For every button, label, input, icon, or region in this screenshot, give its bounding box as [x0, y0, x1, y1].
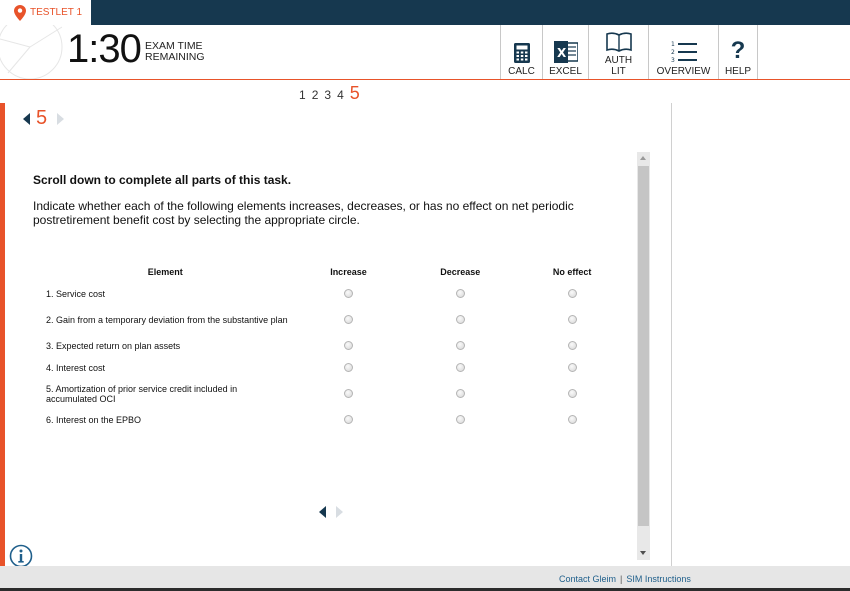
radio-no-effect[interactable] [568, 289, 577, 298]
page-current[interactable]: 5 [349, 83, 360, 103]
header-increase: Increase [330, 267, 367, 277]
top-bar [0, 0, 850, 25]
question-navigator [23, 107, 64, 130]
row-label: 2. Gain from a temporary deviation from the substantive plan [46, 315, 288, 325]
header-element: Element [147, 267, 183, 277]
overview-label: OVERVIEW [656, 66, 711, 77]
svg-text:2: 2 [670, 49, 675, 56]
time-remaining-label: EXAM TIME REMAINING [145, 40, 205, 63]
row-label: 6. Interest on the EPBO [46, 415, 142, 425]
radio-decrease[interactable] [456, 415, 465, 424]
radio-no-effect[interactable] [568, 341, 577, 350]
excel-icon [554, 41, 578, 63]
page-navigator [299, 83, 360, 104]
question-number: 5 [36, 107, 48, 129]
page-link-1[interactable]: 1 [299, 88, 306, 102]
table-row [38, 379, 628, 409]
scroll-up-icon[interactable] [640, 156, 646, 160]
table-row [38, 283, 628, 305]
next-page-icon[interactable] [336, 506, 343, 518]
info-icon[interactable] [9, 544, 33, 568]
task-panel [0, 103, 672, 566]
bottom-navigator [319, 506, 343, 518]
radio-decrease[interactable] [456, 289, 465, 298]
testlet-label: TESTLET 1 [30, 7, 83, 18]
calc-button[interactable] [500, 25, 542, 79]
radio-increase[interactable] [344, 289, 353, 298]
sim-instructions-link[interactable]: SIM Instructions [626, 574, 691, 584]
task-text [33, 173, 593, 227]
response-grid [38, 267, 628, 431]
calc-label: CALC [508, 66, 535, 77]
toolbar [500, 25, 758, 79]
radio-increase[interactable] [344, 389, 353, 398]
svg-text:X: X [556, 46, 566, 60]
radio-decrease[interactable] [456, 341, 465, 350]
task-instructions: Indicate whether each of the following elements increases, decreases, or has no effect on net periodic postretirement benefit cost by selecting the appropriate circle. [33, 199, 574, 227]
clock-watermark-icon [0, 25, 70, 79]
testlet-tab[interactable] [0, 0, 91, 25]
scroll-down-icon[interactable] [640, 551, 646, 555]
numbered-list-icon [669, 39, 699, 63]
radio-decrease[interactable] [456, 315, 465, 324]
excel-label: EXCEL [549, 66, 582, 77]
svg-text:3: 3 [670, 57, 675, 63]
page-link-4[interactable]: 4 [337, 88, 344, 102]
previous-question-icon[interactable] [23, 113, 30, 125]
radio-increase[interactable] [344, 341, 353, 350]
table-row [38, 409, 628, 431]
radio-decrease[interactable] [456, 389, 465, 398]
calculator-icon [514, 43, 530, 63]
task-heading: Scroll down to complete all parts of this task. [33, 173, 292, 187]
radio-increase[interactable] [344, 363, 353, 372]
contact-gleim-link[interactable]: Contact Gleim [559, 574, 617, 584]
table-row [38, 357, 628, 379]
radio-no-effect[interactable] [568, 415, 577, 424]
header [0, 25, 850, 80]
time-remaining: 1:30 [67, 27, 141, 71]
footer-links [559, 574, 691, 584]
scrollbar-thumb[interactable] [638, 166, 649, 526]
overview-button[interactable] [648, 25, 718, 79]
radio-no-effect[interactable] [568, 315, 577, 324]
svg-text:1: 1 [670, 41, 675, 48]
row-label: 5. Amortization of prior service credit included in accumulated OCI [46, 384, 238, 404]
radio-increase[interactable] [344, 315, 353, 324]
radio-increase[interactable] [344, 415, 353, 424]
footer [0, 566, 850, 591]
previous-page-icon[interactable] [319, 506, 326, 518]
authlit-label: AUTH LIT [604, 55, 633, 77]
page-link-3[interactable]: 3 [324, 88, 332, 102]
table-row [38, 335, 628, 357]
help-label: HELP [724, 66, 752, 77]
location-pin-icon [14, 5, 26, 21]
radio-decrease[interactable] [456, 363, 465, 372]
radio-no-effect[interactable] [568, 389, 577, 398]
book-icon [605, 32, 633, 54]
row-label: 4. Interest cost [46, 363, 106, 373]
row-label: 3. Expected return on plan assets [46, 341, 181, 351]
help-button[interactable] [718, 25, 758, 79]
right-panel [672, 103, 850, 566]
question-icon: ? [730, 37, 746, 64]
row-label: 1. Service cost [46, 289, 106, 299]
excel-button[interactable] [542, 25, 588, 79]
page-link-2[interactable]: 2 [311, 88, 319, 102]
table-row [38, 305, 628, 335]
radio-no-effect[interactable] [568, 363, 577, 372]
vertical-scrollbar[interactable] [637, 152, 650, 560]
footer-separator: | [620, 574, 623, 584]
header-decrease: Decrease [440, 267, 481, 277]
authlit-button[interactable] [588, 25, 648, 79]
next-question-icon[interactable] [57, 113, 64, 125]
header-no-effect: No effect [552, 267, 592, 277]
